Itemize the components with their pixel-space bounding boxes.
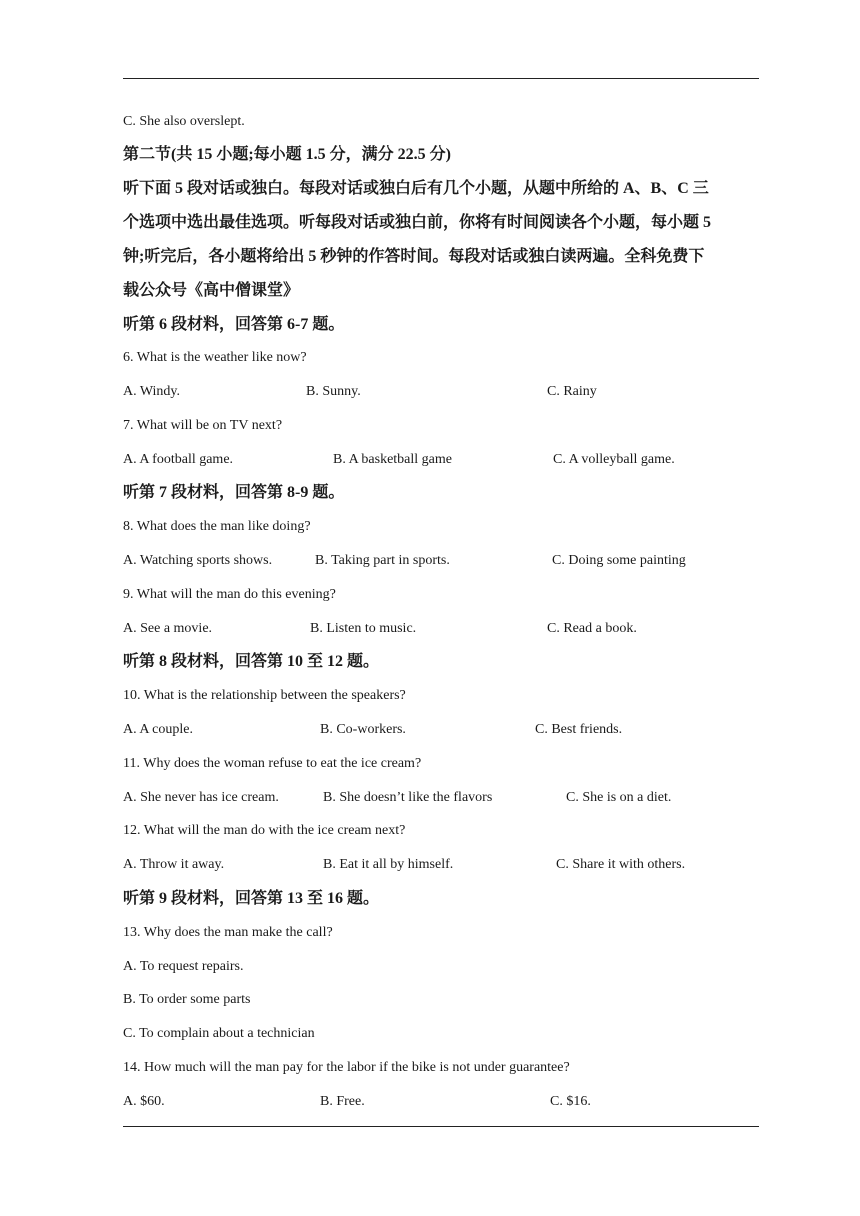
- option-a: A. Windy.: [123, 384, 180, 399]
- question-11: 11. Why does the woman refuse to eat the ice cream?: [123, 756, 422, 771]
- option-a: A. A couple.: [123, 722, 193, 737]
- option-c: C. Share it with others.: [556, 857, 686, 872]
- option-c: C. Doing some painting: [552, 553, 686, 568]
- question-6: 6. What is the weather like now?: [123, 350, 307, 365]
- header-rule: [123, 78, 759, 79]
- question-8: 8. What does the man like doing?: [123, 519, 311, 534]
- option-b: B. Eat it all by himself.: [323, 857, 454, 872]
- instruction-line: 个选项中选出最佳选项。听每段对话或独白前，你将有时间阅读各个小题，每小题 5: [123, 214, 712, 231]
- option-b: B. To order some parts: [123, 992, 251, 1007]
- option-c: C. A volleyball game.: [553, 452, 675, 467]
- group-heading: 听第 8 段材料，回答第 10 至 12 题。: [123, 653, 380, 670]
- option-c: C. $16.: [550, 1094, 591, 1109]
- question-14: 14. How much will the man pay for the labor if the bike is not under guarantee?: [123, 1060, 570, 1075]
- option-c: C. Best friends.: [535, 722, 623, 737]
- option-b: B. Taking part in sports.: [315, 553, 450, 568]
- question-9: 9. What will the man do this evening?: [123, 587, 336, 602]
- instruction-line: 钟;听完后，各小题将给出 5 秒钟的作答时间。每段对话或独白读两遍。全科免费下: [123, 248, 705, 265]
- instructions: [123, 172, 759, 308]
- question-10: 10. What is the relationship between the speakers?: [123, 688, 406, 703]
- instruction-line: 听下面 5 段对话或独白。每段对话或独白后有几个小题，从题中所给的 A、B、C 三: [123, 180, 709, 197]
- option-b: B. Co-workers.: [320, 722, 406, 737]
- option-a: A. To request repairs.: [123, 959, 244, 974]
- question-7: 7. What will be on TV next?: [123, 418, 283, 433]
- group-heading: 听第 6 段材料，回答第 6-7 题。: [123, 316, 345, 333]
- option-b: B. Sunny.: [306, 384, 361, 399]
- section-title: 第二节(共 15 小题;每小题 1.5 分，满分 22.5 分): [123, 146, 451, 163]
- option-a: A. $60.: [123, 1094, 165, 1109]
- option-b: B. Listen to music.: [310, 621, 417, 636]
- option-b: B. Free.: [320, 1094, 365, 1109]
- footer-rule: [123, 1126, 759, 1127]
- previous-option-c: C. She also overslept.: [123, 114, 245, 129]
- option-b: B. She doesn’t like the flavors: [323, 790, 493, 805]
- option-c: C. Rainy: [547, 384, 597, 399]
- option-c: C. Read a book.: [547, 621, 637, 636]
- option-c: C. To complain about a technician: [123, 1026, 315, 1041]
- instruction-line: 载公众号《高中僧课堂》: [123, 282, 300, 299]
- option-a: A. Throw it away.: [123, 857, 225, 872]
- group-heading: 听第 7 段材料，回答第 8-9 题。: [123, 484, 345, 501]
- option-a: A. See a movie.: [123, 621, 213, 636]
- option-a: A. A football game.: [123, 452, 234, 467]
- option-c: C. She is on a diet.: [566, 790, 672, 805]
- option-a: A. She never has ice cream.: [123, 790, 279, 805]
- option-a: A. Watching sports shows.: [123, 553, 273, 568]
- question-13: 13. Why does the man make the call?: [123, 925, 333, 940]
- option-b: B. A basketball game: [333, 452, 452, 467]
- group-heading: 听第 9 段材料，回答第 13 至 16 题。: [123, 890, 380, 907]
- question-12: 12. What will the man do with the ice cream next?: [123, 823, 406, 838]
